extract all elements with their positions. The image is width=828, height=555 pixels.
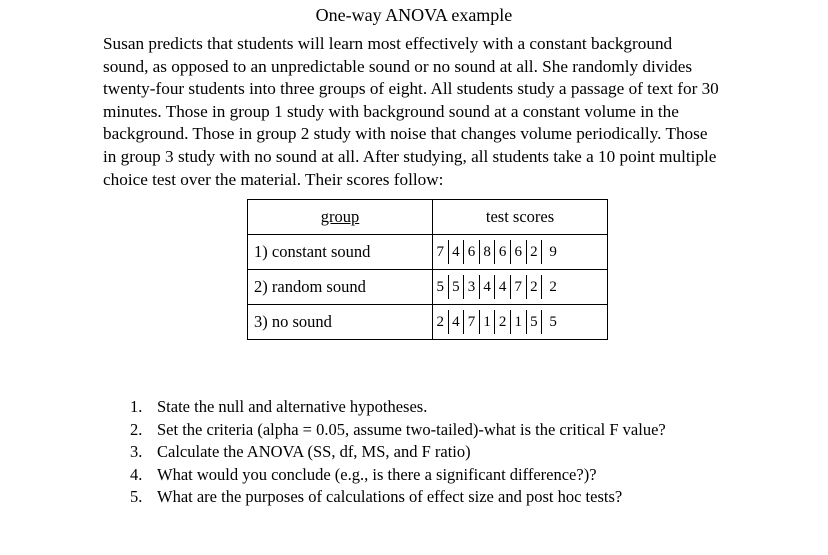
question-number: 2. xyxy=(130,419,143,439)
score-value: 7 xyxy=(511,275,527,299)
scores-cell xyxy=(433,305,608,340)
table-header-row xyxy=(248,200,608,235)
paragraph-line: minutes. Those in group 1 study with background sound at a constant volume in the xyxy=(103,101,679,121)
group-label: 2) random sound xyxy=(248,270,433,305)
question-text: Calculate the ANOVA (SS, df, MS, and F ratio) xyxy=(157,442,471,462)
document-title: One-way ANOVA example xyxy=(315,5,513,25)
score-value: 6 xyxy=(511,240,527,264)
table-row xyxy=(248,305,608,340)
paragraph-line: choice test over the material. Their scores follow: xyxy=(103,169,444,189)
score-value: 3 xyxy=(464,275,480,299)
question-number: 4. xyxy=(130,464,143,484)
question-text: What would you conclude (e.g., is there a significant difference?)? xyxy=(157,464,597,484)
score-value: 1 xyxy=(511,310,527,334)
score-value: 2 xyxy=(527,275,543,299)
score-value: 5 xyxy=(433,275,449,299)
score-value: 4 xyxy=(480,275,496,299)
score-value: 4 xyxy=(495,275,511,299)
paragraph-line: Susan predicts that students will learn most effectively with a constant background xyxy=(103,34,673,53)
score-value: 1 xyxy=(480,310,496,334)
question-number: 1. xyxy=(130,397,143,416)
score-value: 5 xyxy=(527,310,543,334)
score-value: 2 xyxy=(549,279,557,295)
score-value: 2 xyxy=(433,310,449,334)
scores-table xyxy=(247,199,608,340)
list-item xyxy=(130,396,666,419)
question-number: 5. xyxy=(130,487,143,507)
list-item xyxy=(130,441,666,464)
group-label: 1) constant sound xyxy=(248,235,433,270)
list-item xyxy=(130,419,666,442)
table-row xyxy=(248,270,608,305)
list-item xyxy=(130,464,666,487)
paragraph-line: twenty-four students into three groups of eight. All students study a passage of text for 30 xyxy=(103,79,719,99)
score-value: 9 xyxy=(549,244,557,260)
scores-cell xyxy=(433,270,608,305)
score-value: 4 xyxy=(449,240,465,264)
score-value: 2 xyxy=(527,240,543,264)
paragraph-line: in group 3 study with no sound at all. After studying, all students take a 10 point multiple xyxy=(103,146,717,166)
question-text: State the null and alternative hypotheses. xyxy=(157,397,428,416)
paragraph-line: background. Those in group 2 study with noise that changes volume periodically. Those xyxy=(103,124,708,144)
score-value: 4 xyxy=(449,310,465,334)
problem-paragraph xyxy=(103,33,763,191)
group-label: 3) no sound xyxy=(248,305,433,340)
score-value: 6 xyxy=(495,240,511,264)
score-value: 5 xyxy=(449,275,465,299)
question-number: 3. xyxy=(130,442,143,462)
question-text: What are the purposes of calculations of effect size and post hoc tests? xyxy=(157,487,623,507)
score-value: 7 xyxy=(464,310,480,334)
table-row xyxy=(248,235,608,270)
group-column-header: group xyxy=(248,200,433,235)
score-value: 6 xyxy=(464,240,480,264)
paragraph-line: sound, as opposed to an unpredictable sound or no sound at all. She randomly divides xyxy=(103,56,693,76)
question-list xyxy=(130,396,666,509)
score-value: 8 xyxy=(480,240,496,264)
list-item xyxy=(130,486,666,509)
score-value: 7 xyxy=(433,240,449,264)
scores-column-header: test scores xyxy=(433,200,608,235)
score-value: 5 xyxy=(549,314,557,330)
question-text: Set the criteria (alpha = 0.05, assume two-tailed)-what is the critical F value? xyxy=(157,419,666,439)
scores-cell xyxy=(433,235,608,270)
score-value: 2 xyxy=(495,310,511,334)
